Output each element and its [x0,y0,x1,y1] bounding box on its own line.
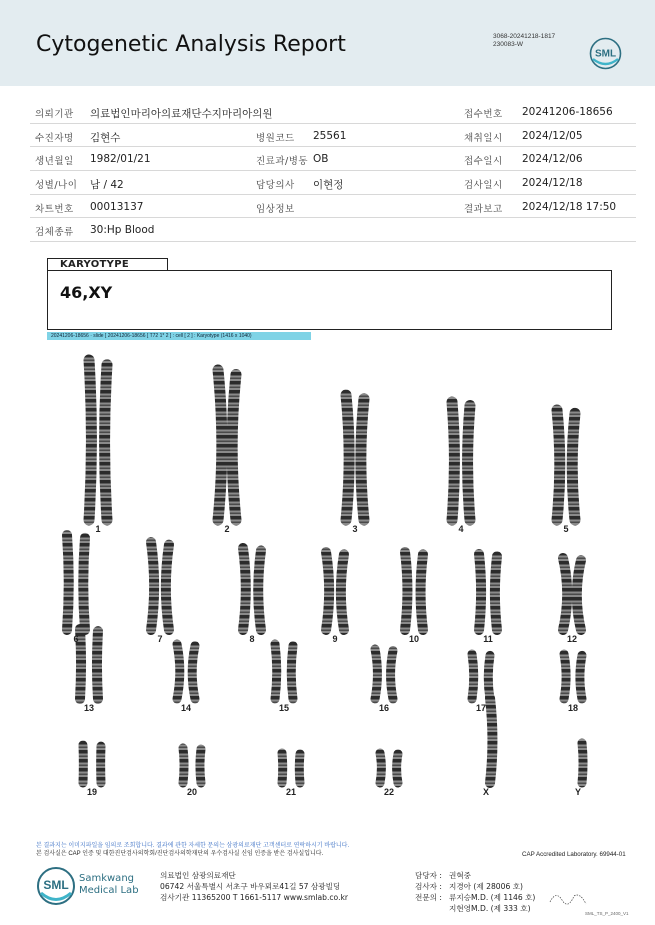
chromosome [468,406,470,520]
chromosome [557,410,560,520]
chromosome-label: 4 [458,524,464,534]
chromosome [232,375,236,521]
chromosome-label: 18 [567,703,579,713]
chromosome-group [67,360,583,783]
chromosome [177,644,180,699]
chromosome-label: X [482,787,490,797]
chromosome-label: 7 [157,634,163,644]
chromosome [346,395,349,520]
chromosome [405,552,407,630]
chromosome [397,754,398,783]
org-info [160,870,348,903]
chromosome [380,753,381,783]
chromosome [151,542,154,630]
test-date-label: 검사일시 [464,180,503,192]
chromosome-label: 19 [86,787,98,797]
report-title: Cytogenetic Analysis Report [36,32,346,57]
info-row-specimen [30,218,636,242]
chromosome [80,629,81,699]
test-date-value: 2024/12/18 [522,177,583,190]
receipt-date-value: 2024/12/06 [522,153,583,166]
chromosome-label: 16 [378,703,390,713]
chromosome [67,535,69,630]
staff-info [415,870,535,914]
chromosome [479,554,481,630]
disclaimer [36,842,349,858]
info-row-birth [30,147,636,171]
chromosome-label: 9 [332,634,338,644]
examiner-value: 지경아 (제 28006 호) [449,882,524,891]
hospital-code-value: 25561 [313,129,347,142]
institution-label: 의뢰기관 [35,109,74,120]
doc-id-line1: 3068-20241218-1817 [493,33,556,40]
chromosome-label: 10 [408,634,420,644]
disclaimer-line2: 본 검사실은 CAP 인증 및 대한진단검사의학회/진단검사의학재단의 우수검사실 신임 인증을 받은 검사실입니다. [36,851,324,857]
chromosome-label: 21 [285,787,297,797]
clinical-label: 임상정보 [256,203,295,215]
chromosome [218,370,222,520]
chromosome [577,560,581,630]
signature-icon [548,880,588,910]
chromosome-label: 22 [383,787,395,797]
chromosome [361,399,364,520]
hospital-code-label: 병원코드 [256,132,295,144]
chromosome [563,558,567,630]
manager-label: 담당자 : [415,871,442,880]
karyogram-image [40,345,620,805]
chromosome-label: 11 [483,634,493,644]
chromosome [375,649,377,699]
footer-logo-text: SML [43,878,69,892]
chromosome-label: 12 [566,634,578,644]
institution-value: 의료법인마리아의료재단수지마리아의원 [90,108,273,120]
chromosome-label: 15 [278,703,290,713]
chromosome-label: 20 [186,787,198,797]
name-value: 김현수 [90,131,121,144]
chromosome [582,743,583,783]
chromosome-label: 17 [475,703,487,713]
chromosome [83,538,85,630]
chromosome [472,654,474,699]
receipt-date-label: 접수일시 [464,156,503,168]
examiner-label: 검사자 : [415,882,442,891]
org-name: 의료법인 삼광의료재단 [160,871,236,880]
chromosome [495,556,497,630]
receipt-no-value: 20241206-18656 [522,106,613,118]
chromosome [488,655,490,699]
chart-no-value: 00013137 [90,200,144,213]
doctor-value: 이현정 [313,179,344,192]
birth-value: 1982/01/21 [90,153,151,166]
chromosome [166,545,169,630]
chromosome-label: Y [574,787,582,797]
cap-note: CAP Accredited Laboratory. 69944-01 [522,851,626,858]
info-row-sex-age [30,171,636,195]
chromosome-label: 6 [73,634,79,644]
org-code: 검사기관 11365200 T 1661-5117 www.smlab.co.kr [160,893,348,902]
chromosome-label: 8 [249,634,255,644]
info-row-institution [30,100,636,124]
chromosome [391,651,393,700]
karyotype-value: 46,XY [60,283,113,302]
chromosome [326,552,329,630]
doctor-label: 담당의사 [256,180,295,192]
chromosome [490,698,492,783]
collection-date-value: 2024/12/05 [522,129,583,142]
chromosome [200,749,201,783]
specialist1-value: 류지승M.D. (제 1146 호) [449,893,536,902]
result-date-label: 결과보고 [464,203,503,215]
chromosome-label: 14 [180,703,192,713]
specimen-value: 30:Hp Blood [90,224,155,237]
karyotype-tab: KARYOTYPE [47,258,168,271]
chromosome [299,754,300,783]
chromosome [452,402,454,520]
name-label: 수진자명 [35,132,74,144]
form-code: SML_TS_P_2400_V1 [585,911,629,916]
org-address: 06742 서울특별시 서초구 바우뫼로41길 57 삼광빌딩 [160,882,341,891]
info-row-name [30,124,636,148]
dept-value: OB [313,153,329,166]
karyotype-box [47,270,612,330]
brand-line1: Samkwang [79,873,134,884]
chromosome-label: 2 [224,524,230,534]
chromosome [580,655,582,699]
chromosome-label: 13 [83,703,95,713]
sex-age-label: 성별/나이 [35,180,78,192]
samkwang-logo-icon [36,866,76,906]
chromosome-label: 3 [352,524,358,534]
chromosome [564,654,566,699]
chromosome [183,748,184,783]
chromosome-label: 5 [563,524,569,534]
chromosome [105,365,107,520]
sml-logo-icon [589,37,622,70]
birth-label: 생년월일 [35,156,74,168]
chromosome [89,360,91,520]
chromosome [243,548,246,630]
document-id [493,33,555,49]
dept-label: 진료과/병동 [256,156,309,168]
specimen-label: 검체종류 [35,227,74,239]
chromosome [97,631,98,699]
chromosome [572,413,575,520]
chromosome [192,646,195,699]
info-row-chart-no [30,195,636,219]
logo-text: SML [594,48,617,60]
doc-id-line2: 230083-W [493,41,523,48]
patient-info-table [30,100,636,242]
chromosome [291,646,293,699]
chromosome [282,753,283,783]
result-date-value: 2024/12/18 17:50 [522,200,617,213]
manager-value: 권혁중 [449,871,472,880]
chromosome [421,554,423,630]
receipt-no-label: 접수번호 [464,109,503,120]
collection-date-label: 채취일시 [464,132,503,144]
chromosome [341,554,344,630]
specialist-label: 전문의 : [415,893,442,902]
chart-no-label: 차트번호 [35,203,74,215]
chromosome [258,550,261,630]
disclaimer-line1: 본 결과지는 이미지파일을 임의로 조회합니다. 결과에 관한 자세한 문의는 삼광의료재단 고객센터로 연락하시기 바랍니다. [36,843,350,849]
specialist2-value: 지현영M.D. (제 333 호) [449,904,531,913]
brand-name [79,873,139,897]
sex-age-value: 남 / 42 [90,179,124,192]
brand-line2: Medical Lab [79,885,139,896]
chromosome-label: 1 [95,524,101,534]
slide-info-strip: 20241206-18656 · slide [ 20241206-18656 [ T72 1* 2 ] : cell [ 2 ] : Karyotype (1416 x 1040) [47,332,311,340]
chromosome [275,644,277,699]
